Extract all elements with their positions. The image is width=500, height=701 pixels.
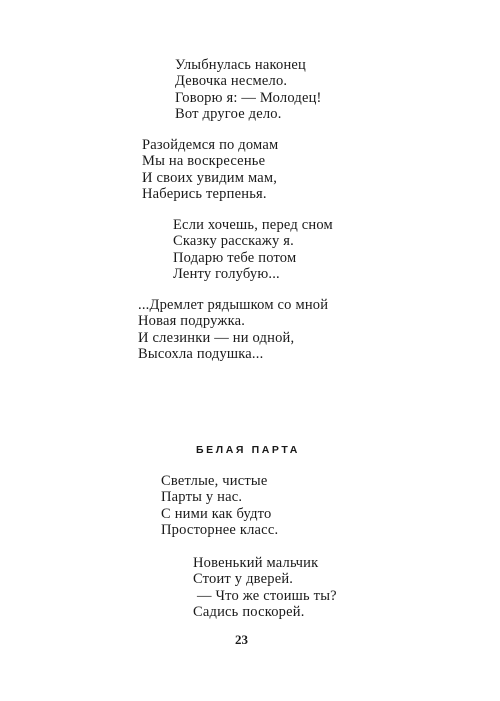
verse-line: Сказку расскажу я. [173, 233, 294, 250]
verse-line: Новая подружка. [138, 313, 246, 330]
verse-line: Мы на воскресенье [142, 153, 266, 170]
verse-line: — Что же стоишь ты? [197, 587, 337, 604]
stanza [142, 137, 278, 203]
verse-line: Улыбнулась наконец [175, 57, 307, 73]
verse-line: Вот другое дело. [175, 106, 282, 123]
verse-line: С ними как будто [161, 505, 272, 522]
verse-line: Садись поскорей. [193, 604, 305, 621]
verse-line: Разойдемся по домам [142, 137, 279, 153]
verse-line: ...Дремлет рядышком со мной [138, 297, 329, 313]
verse-line: Светлые, чистые [161, 473, 268, 489]
poem-title: БЕЛАЯ ПАРТА [196, 444, 300, 456]
verse-line: Говорю я: — Молодец! [175, 89, 322, 106]
stanza [161, 473, 278, 539]
verse-line: Новенький мальчик [193, 555, 319, 571]
verse-line: Стоит у дверей. [193, 571, 294, 588]
stanza [138, 297, 328, 363]
verse-line: Если хочешь, перед сном [173, 217, 333, 233]
stanza [193, 555, 337, 621]
verse-line: Ленту голубую... [173, 266, 280, 283]
verse-line: Наберись терпенья. [142, 186, 267, 203]
page-number: 23 [235, 632, 248, 647]
verse-line: И своих увидим мам, [142, 169, 278, 186]
stanza [173, 217, 333, 283]
verse-line: Подарю тебе потом [173, 249, 297, 266]
verse-line: Парты у нас. [161, 489, 243, 506]
verse-line: Девочка несмело. [175, 73, 288, 90]
verse-line: И слезинки — ни одной, [138, 329, 295, 346]
stanza [175, 57, 322, 123]
verse-line: Просторнее класс. [161, 522, 279, 539]
verse-line: Высохла подушка... [138, 346, 264, 363]
